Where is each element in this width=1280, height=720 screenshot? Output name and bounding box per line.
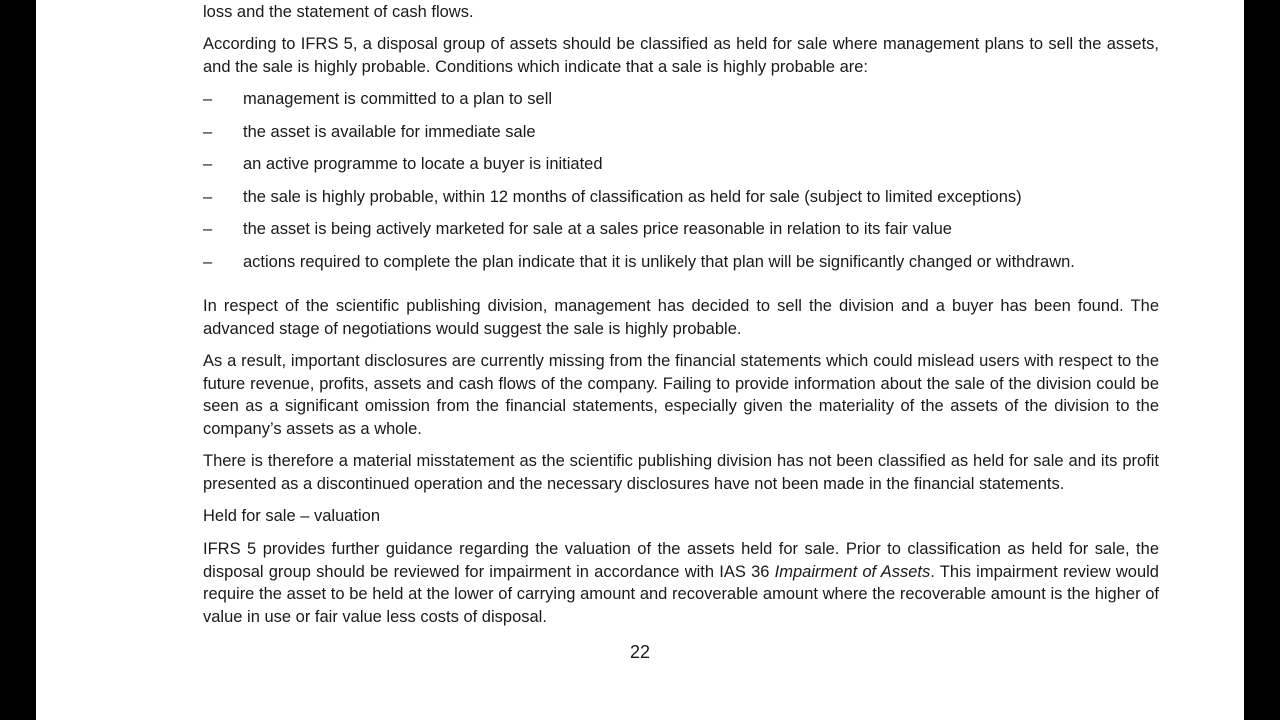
section-heading: Held for sale – valuation <box>203 507 381 525</box>
valuation-text-2: . This impairment review would require the asset to be held at the lower of carrying amount and recoverable amount where the recoverable amount is the higher of value in use or fair value less costs of disposal. <box>203 562 1159 626</box>
list-item-text: an active programme to locate a buyer is initiated <box>243 155 603 173</box>
document-page <box>36 0 1244 720</box>
list-item <box>203 186 1159 209</box>
intro-text-tail: loss and the statement of cash flows. <box>203 3 474 21</box>
list-item-text: management is committed to a plan to sell <box>243 90 553 108</box>
bullet-dash: – <box>203 90 213 108</box>
list-item <box>203 88 1159 111</box>
list-item <box>203 251 1159 274</box>
list-item-text: actions required to complete the plan indicate that it is unlikely that plan will be significantly changed or withdrawn. <box>243 252 1075 271</box>
valuation-text-1: IFRS 5 provides further guidance regarding the valuation of the assets held for sale. Prior to classification as held for sale, the disposal group should be reviewed for impairment in accordance with IAS 36 <box>203 540 1159 581</box>
list-item <box>203 121 1159 144</box>
conditions-list <box>203 88 1159 283</box>
standard-title: Impairment of Assets <box>774 562 931 581</box>
bullet-dash: – <box>203 220 213 238</box>
list-item <box>203 153 1159 176</box>
page-number: 22 <box>629 642 651 662</box>
bullet-dash: – <box>203 122 213 141</box>
paragraph-scientific-division: In respect of the scientific publishing division, management has decided to sell the division and a buyer has been found. The advanced stage of negotiations would suggest the sale is highly probable. <box>203 297 1159 338</box>
bullet-dash: – <box>203 155 213 173</box>
list-item <box>203 218 1159 241</box>
paragraph-material-misstatement: There is therefore a material misstatement as the scientific publishing division has not been classified as held for sale and its profit presented as a discontinued operation and the necessary disclosures have not been made in the financial statements. <box>203 452 1159 493</box>
bullet-dash: – <box>203 187 213 206</box>
paragraph-ifrs5-classification: According to IFRS 5, a disposal group of assets should be classified as held for sale where management plans to sell the assets, and the sale is highly probable. Conditions which indicate that a sale is highly probable are: <box>203 35 1159 76</box>
list-item-text: the asset is available for immediate sale <box>243 122 536 141</box>
list-item-text: the sale is highly probable, within 12 months of classification as held for sale (subject to limited exceptions) <box>243 187 1022 206</box>
paragraph-missing-disclosures: As a result, important disclosures are currently missing from the financial statements which could mislead users with respect to the future revenue, profits, assets and cash flows of the company. Failing to provide information about the sale of the division could be seen as a significant omission from the financial statements, especially given the materiality of the assets of the division to the company’s assets as a whole. <box>203 352 1159 438</box>
list-item-text: the asset is being actively marketed for sale at a sales price reasonable in relation to its fair value <box>243 220 952 238</box>
bullet-dash: – <box>203 252 213 271</box>
paragraph-valuation <box>203 538 1159 628</box>
